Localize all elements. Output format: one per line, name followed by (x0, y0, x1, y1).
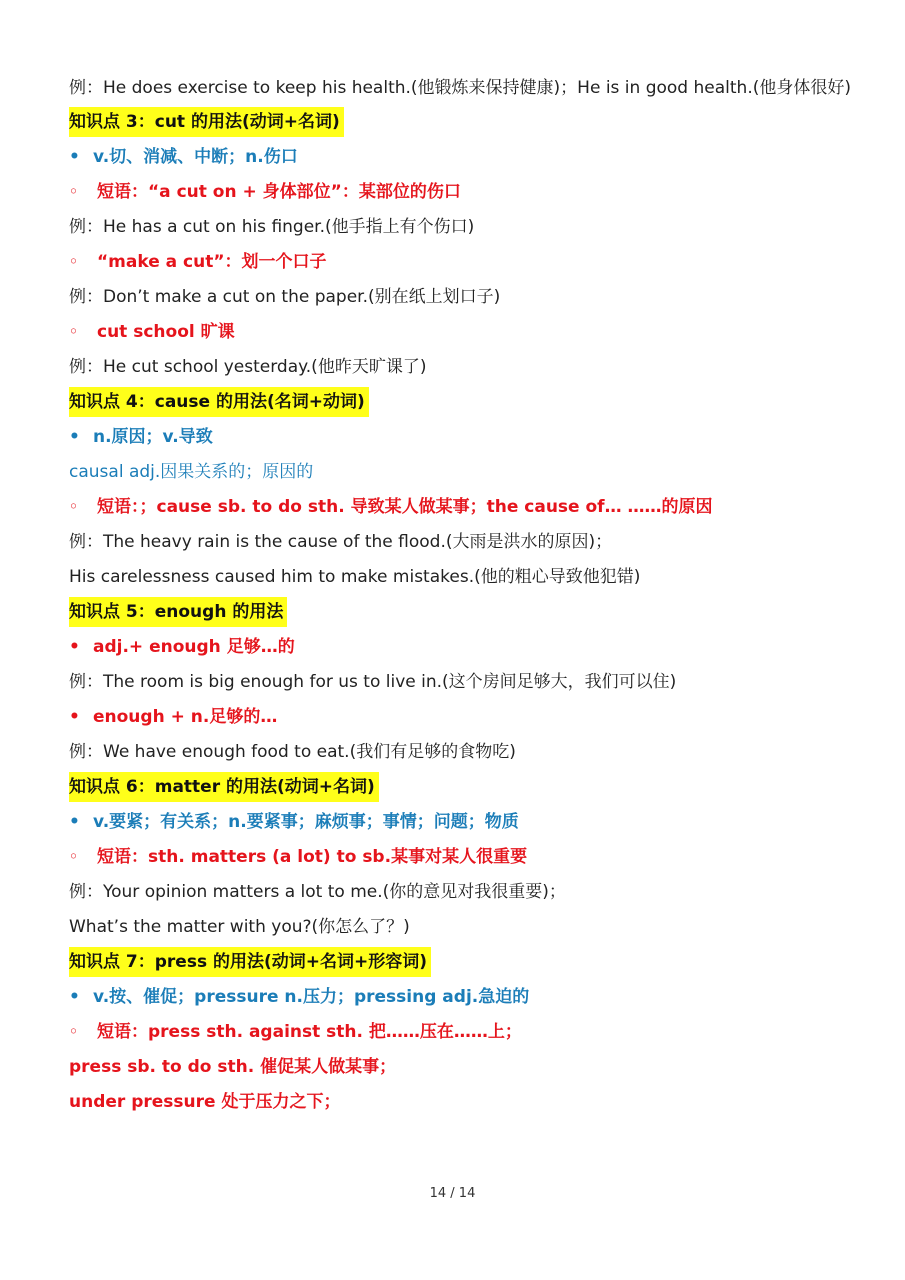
body-text-line (69, 525, 859, 560)
line-text: What’s the matter with you?(你怎么了？) (69, 917, 410, 937)
red-sub-bullet-item (69, 1015, 859, 1050)
highlighted-heading-text: 知识点 6：matter 的用法(动词+名词) (69, 772, 379, 802)
page-content (69, 72, 859, 1120)
bullet-text: enough + n.足够的… (93, 707, 278, 727)
blue-bullet-item (69, 420, 859, 455)
line-text: under pressure 处于压力之下； (69, 1092, 341, 1112)
body-text-line (69, 735, 859, 770)
highlighted-heading-text: 知识点 5：enough 的用法 (69, 597, 287, 627)
hollow-circle-bullet-icon: ◦ (69, 499, 78, 515)
red-sub-bullet-item (69, 840, 859, 875)
bullet-text: v.按、催促；pressure n.压力；pressing adj.急迫的 (93, 987, 530, 1007)
line-text: causal adj.因果关系的；原因的 (69, 462, 314, 482)
bullet-dot-icon: • (69, 427, 80, 447)
red-sub-bullet-item (69, 175, 859, 210)
hollow-circle-bullet-icon: ◦ (69, 254, 78, 270)
line-text: 例：He cut school yesterday.(他昨天旷课了) (69, 357, 427, 377)
bullet-text: adj.+ enough 足够…的 (93, 637, 295, 657)
bullet-dot-icon: • (69, 987, 80, 1007)
line-text: 例：He does exercise to keep his health.(他锻炼来保持健康)；He is in good health.(他身体很好) (69, 78, 851, 98)
bullet-text: v.要紧；有关系；n.要紧事；麻烦事；事情；问题；物质 (93, 812, 519, 832)
hollow-circle-bullet-icon: ◦ (69, 1024, 78, 1040)
hollow-circle-bullet-icon: ◦ (69, 184, 78, 200)
body-text-line (69, 560, 859, 595)
bullet-dot-icon: • (69, 707, 80, 727)
highlighted-heading-text: 知识点 4：cause 的用法(名词+动词) (69, 387, 369, 417)
sub-bullet-text: “make a cut”：划一个口子 (97, 252, 327, 272)
line-text: 例：The heavy rain is the cause of the flood.(大雨是洪水的原因)； (69, 532, 613, 552)
blue-text-line (69, 455, 859, 490)
bullet-text: v.切、消减、中断；n.伤口 (93, 147, 298, 167)
body-text-line (69, 280, 859, 315)
highlighted-heading-text: 知识点 3：cut 的用法(动词+名词) (69, 107, 344, 137)
blue-bullet-item (69, 980, 859, 1015)
body-text-line (69, 875, 859, 910)
sub-bullet-text: 短语：sth. matters (a lot) to sb.某事对某人很重要 (97, 847, 528, 867)
body-text-line (69, 665, 859, 700)
section-heading (69, 945, 859, 980)
body-text-line (69, 210, 859, 245)
bullet-text: n.原因；v.导致 (93, 427, 213, 447)
red-sub-bullet-item (69, 315, 859, 350)
red-text-line (69, 1050, 859, 1085)
body-text-line (69, 910, 859, 945)
body-text-line (69, 72, 859, 105)
line-text: 例：The room is big enough for us to live in.(这个房间足够大，我们可以住) (69, 672, 677, 692)
section-heading (69, 595, 859, 630)
line-text: 例：We have enough food to eat.(我们有足够的食物吃) (69, 742, 516, 762)
section-heading (69, 385, 859, 420)
highlighted-heading-text: 知识点 7：press 的用法(动词+名词+形容词) (69, 947, 431, 977)
red-sub-bullet-item (69, 245, 859, 280)
line-text: His carelessness caused him to make mistakes.(他的粗心导致他犯错) (69, 567, 641, 587)
body-text-line (69, 350, 859, 385)
section-heading (69, 770, 859, 805)
section-heading (69, 105, 859, 140)
red-sub-bullet-item (69, 490, 859, 525)
sub-bullet-text: 短语：；cause sb. to do sth. 导致某人做某事；the cause of… ……的原因 (97, 497, 713, 517)
sub-bullet-text: cut school 旷课 (97, 322, 235, 342)
blue-bullet-item (69, 805, 859, 840)
bullet-dot-icon: • (69, 637, 80, 657)
hollow-circle-bullet-icon: ◦ (69, 849, 78, 865)
hollow-circle-bullet-icon: ◦ (69, 324, 78, 340)
line-text: 例：Your opinion matters a lot to me.(你的意见对我很重要)； (69, 882, 566, 902)
line-text: 例：Don’t make a cut on the paper.(别在纸上划口子) (69, 287, 501, 307)
bullet-dot-icon: • (69, 812, 80, 832)
page-number: 14 / 14 (429, 1186, 476, 1201)
red-text-line (69, 1085, 859, 1120)
line-text: 例：He has a cut on his finger.(他手指上有个伤口) (69, 217, 475, 237)
blue-bullet-item (69, 140, 859, 175)
sub-bullet-text: 短语：“a cut on + 身体部位”：某部位的伤口 (97, 182, 461, 202)
bullet-dot-icon: • (69, 147, 80, 167)
sub-bullet-text: 短语：press sth. against sth. 把……压在……上； (97, 1022, 522, 1042)
red-bullet-item (69, 630, 859, 665)
red-bullet-item (69, 700, 859, 735)
line-text: press sb. to do sth. 催促某人做某事； (69, 1057, 397, 1077)
